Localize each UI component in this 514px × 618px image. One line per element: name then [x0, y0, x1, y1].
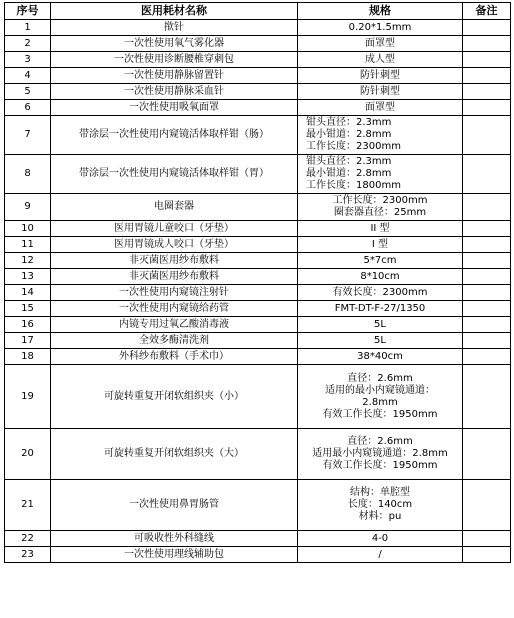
table-row	[5, 301, 511, 317]
item-name: 揿针	[51, 20, 298, 36]
item-spec	[298, 349, 463, 365]
row-number: 22	[5, 531, 51, 547]
spec-line: II 型	[370, 222, 390, 234]
item-name: 可旋转重复开闭软组织夹（大）	[51, 429, 298, 480]
item-name: 内镜专用过氧乙酸消毒液	[51, 317, 298, 333]
item-note	[463, 480, 511, 531]
item-note	[463, 194, 511, 221]
table-body	[5, 20, 511, 563]
item-name: 一次性使用诊断腰椎穿刺包	[51, 52, 298, 68]
spec-line: 5L	[374, 334, 386, 346]
table-row	[5, 52, 511, 68]
item-note	[463, 221, 511, 237]
table-row	[5, 84, 511, 100]
item-spec	[298, 253, 463, 269]
spec-line: I 型	[371, 238, 389, 250]
item-spec	[298, 480, 463, 531]
item-note	[463, 116, 511, 155]
item-note	[463, 285, 511, 301]
item-spec	[298, 84, 463, 100]
item-name: 一次性使用理线辅助包	[51, 547, 298, 563]
item-name: 一次性使用内窥镜注射针	[51, 285, 298, 301]
table-row	[5, 194, 511, 221]
spec-line: FMT-DT-F-27/1350	[334, 302, 426, 314]
item-name: 可吸收性外科缝线	[51, 531, 298, 547]
spec-line: 面罩型	[365, 101, 395, 113]
item-spec	[298, 221, 463, 237]
table-row	[5, 237, 511, 253]
row-number: 5	[5, 84, 51, 100]
spec-line: 防针刺型	[360, 69, 400, 81]
item-note	[463, 349, 511, 365]
row-number: 2	[5, 36, 51, 52]
item-spec	[298, 36, 463, 52]
row-number: 7	[5, 116, 51, 155]
spec-line: 有效长度：2300mm	[332, 286, 428, 298]
item-name: 医用胃镜成人咬口（牙垫）	[51, 237, 298, 253]
item-spec	[298, 20, 463, 36]
item-name: 带涂层一次性使用内窥镜活体取样钳（胃）	[51, 155, 298, 194]
table-row	[5, 269, 511, 285]
item-name: 一次性使用内窥镜给药管	[51, 301, 298, 317]
spec-line: 8*10cm	[360, 270, 400, 282]
spec-line: 长度：140cm	[347, 499, 413, 510]
item-note	[463, 333, 511, 349]
item-spec	[298, 52, 463, 68]
spec-line: 5L	[374, 318, 386, 330]
row-number: 21	[5, 480, 51, 531]
row-number: 12	[5, 253, 51, 269]
spec-line: 最小钳道：2.8mm	[306, 129, 392, 140]
spec-line: 工作长度：2300mm	[332, 195, 428, 206]
item-name: 带涂层一次性使用内窥镜活体取样钳（肠）	[51, 116, 298, 155]
header-name: 医用耗材名称	[51, 3, 298, 20]
table-row	[5, 100, 511, 116]
item-note	[463, 253, 511, 269]
row-number: 15	[5, 301, 51, 317]
spec-line: 直径：2.6mm	[347, 372, 413, 384]
item-name: 一次性使用静脉采血针	[51, 84, 298, 100]
spec-line: 结构：单腔型	[350, 487, 410, 498]
item-spec	[298, 317, 463, 333]
spec-line: 4-0	[371, 532, 389, 544]
spec-line: 适用的最小内窥镜通道：	[325, 384, 435, 396]
table-row	[5, 365, 511, 429]
item-note	[463, 100, 511, 116]
item-name: 外科纱布敷料（手术巾）	[51, 349, 298, 365]
table-row	[5, 155, 511, 194]
spec-line: 最小钳道：2.8mm	[306, 168, 392, 179]
table-row	[5, 547, 511, 563]
table-row	[5, 221, 511, 237]
table-row	[5, 20, 511, 36]
item-name: 非灭菌医用纱布敷料	[51, 253, 298, 269]
spec-line: 圈套器直径：25mm	[333, 207, 427, 218]
item-spec	[298, 365, 463, 429]
item-spec	[298, 194, 463, 221]
item-name: 一次性使用吸氧面罩	[51, 100, 298, 116]
item-note	[463, 301, 511, 317]
item-note	[463, 429, 511, 480]
item-name: 一次性使用静脉留置针	[51, 68, 298, 84]
item-note	[463, 155, 511, 194]
item-note	[463, 237, 511, 253]
spec-line: 有效工作长度：1950mm	[322, 408, 438, 420]
spec-line: 防针刺型	[360, 85, 400, 97]
consumables-table	[4, 2, 511, 563]
item-note	[463, 365, 511, 429]
item-spec	[298, 237, 463, 253]
item-name: 全效多酶清洗剂	[51, 333, 298, 349]
table-row	[5, 68, 511, 84]
row-number: 10	[5, 221, 51, 237]
item-spec	[298, 155, 463, 194]
table-row	[5, 531, 511, 547]
header-spec: 规格	[298, 3, 463, 20]
item-note	[463, 269, 511, 285]
header-row	[5, 3, 511, 20]
spec-line: 钳头直径：2.3mm	[306, 156, 392, 167]
item-spec	[298, 116, 463, 155]
item-spec	[298, 531, 463, 547]
row-number: 19	[5, 365, 51, 429]
row-number: 6	[5, 100, 51, 116]
table-row	[5, 317, 511, 333]
item-note	[463, 36, 511, 52]
item-note	[463, 317, 511, 333]
row-number: 20	[5, 429, 51, 480]
row-number: 8	[5, 155, 51, 194]
item-note	[463, 20, 511, 36]
spec-line: 直径：2.6mm	[347, 436, 413, 447]
table-row	[5, 349, 511, 365]
item-note	[463, 547, 511, 563]
item-note	[463, 68, 511, 84]
table-row	[5, 333, 511, 349]
row-number: 14	[5, 285, 51, 301]
row-number: 23	[5, 547, 51, 563]
row-number: 18	[5, 349, 51, 365]
table-row	[5, 253, 511, 269]
spec-line: 面罩型	[365, 37, 395, 49]
row-number: 9	[5, 194, 51, 221]
item-spec	[298, 68, 463, 84]
spec-line: /	[378, 548, 382, 560]
item-name: 医用胃镜儿童咬口（牙垫）	[51, 221, 298, 237]
item-spec	[298, 285, 463, 301]
spec-line: 38*40cm	[357, 350, 403, 362]
table-row	[5, 285, 511, 301]
row-number: 3	[5, 52, 51, 68]
item-spec	[298, 333, 463, 349]
spec-line: 适用最小内窥镜通道：2.8mm	[312, 448, 448, 459]
spec-line: 2.8mm	[362, 396, 398, 408]
item-name: 电圈套器	[51, 194, 298, 221]
row-number: 11	[5, 237, 51, 253]
item-spec	[298, 547, 463, 563]
item-name: 非灭菌医用纱布敷料	[51, 269, 298, 285]
row-number: 17	[5, 333, 51, 349]
item-spec	[298, 100, 463, 116]
header-note: 备注	[463, 3, 511, 20]
row-number: 4	[5, 68, 51, 84]
spec-line: 5*7cm	[363, 254, 397, 266]
spec-line: 工作长度：1800mm	[306, 180, 401, 191]
item-spec	[298, 301, 463, 317]
spec-line: 0.20*1.5mm	[348, 21, 412, 33]
item-name: 可旋转重复开闭软组织夹（小）	[51, 365, 298, 429]
row-number: 13	[5, 269, 51, 285]
item-note	[463, 84, 511, 100]
item-spec	[298, 269, 463, 285]
item-name: 一次性使用鼻胃肠管	[51, 480, 298, 531]
table-row	[5, 36, 511, 52]
table-row	[5, 429, 511, 480]
row-number: 16	[5, 317, 51, 333]
item-note	[463, 52, 511, 68]
table-row	[5, 116, 511, 155]
item-spec	[298, 429, 463, 480]
spec-line: 成人型	[365, 53, 395, 65]
spec-line: 材料：pu	[358, 511, 402, 522]
table-row	[5, 480, 511, 531]
header-no: 序号	[5, 3, 51, 20]
spec-line: 有效工作长度：1950mm	[322, 460, 438, 471]
item-name: 一次性使用氧气雾化器	[51, 36, 298, 52]
item-note	[463, 531, 511, 547]
spec-line: 工作长度：2300mm	[306, 141, 401, 152]
row-number: 1	[5, 20, 51, 36]
spec-line: 钳头直径：2.3mm	[306, 117, 392, 128]
